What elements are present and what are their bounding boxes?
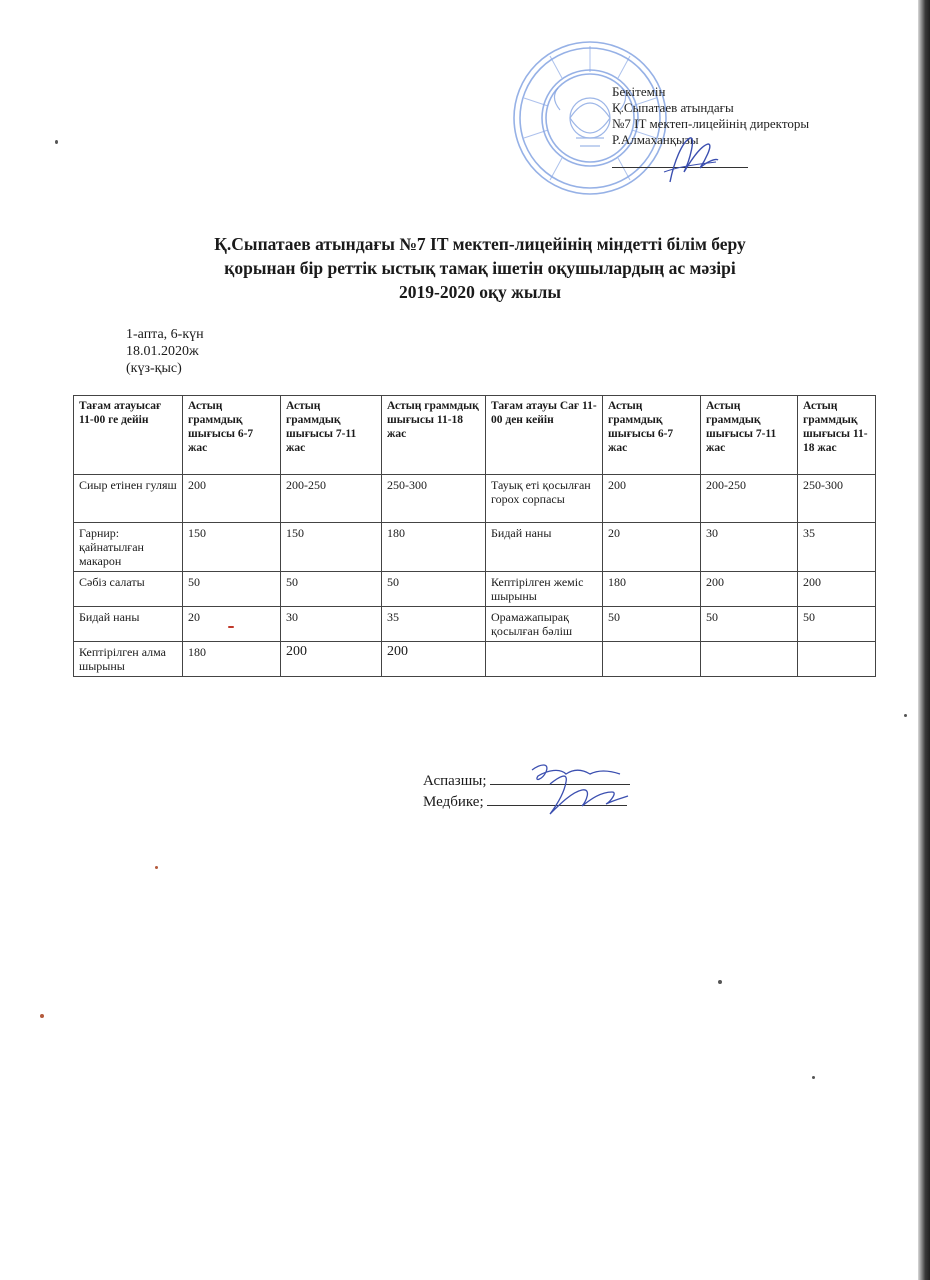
table-cell: 200-250 <box>281 475 382 523</box>
table-cell <box>798 642 876 677</box>
table-cell <box>486 642 603 677</box>
scan-speck <box>40 1014 44 1018</box>
table-cell: 200 <box>183 475 281 523</box>
table-cell: 250-300 <box>798 475 876 523</box>
table-cell: 50 <box>382 572 486 607</box>
scan-page-edge <box>918 0 930 1280</box>
table-row <box>74 572 876 607</box>
table-header-row <box>74 396 876 475</box>
header-cell: Астың граммдық шығысы 11-18 жас <box>798 396 876 475</box>
cook-label: Аспазшы; <box>423 773 487 789</box>
nurse-label: Медбике; <box>423 794 484 810</box>
table-cell: 250-300 <box>382 475 486 523</box>
title-line-3: 2019-2020 оқу жылы <box>399 282 561 302</box>
menu-table <box>73 395 876 677</box>
table-cell: 50 <box>281 572 382 607</box>
table-cell: 50 <box>603 607 701 642</box>
director-signature <box>660 132 720 187</box>
table-cell: Бидай наны <box>486 523 603 572</box>
table-cell: Кептірілген алма шырыны <box>74 642 183 677</box>
table-cell: Тауық еті қосылған горох сорпасы <box>486 475 603 523</box>
title-line-1: Қ.Сыпатаев атындағы №7 IT мектеп-лицейінің міндетті білім беру <box>214 234 746 254</box>
table-cell: 50 <box>798 607 876 642</box>
table-cell: 180 <box>183 642 281 677</box>
table-cell: 30 <box>701 523 798 572</box>
table-cell: 180 <box>382 523 486 572</box>
season: (күз-қыс) <box>126 361 182 376</box>
table-cell: Кептірілген жеміс шырыны <box>486 572 603 607</box>
week-day: 1-апта, 6-күн <box>126 327 204 342</box>
table-cell: 20 <box>183 607 281 642</box>
table-cell: Сәбіз салаты <box>74 572 183 607</box>
scan-speck <box>718 980 722 984</box>
header-cell: Тағам атауы Сағ 11-00 ден кейін <box>486 396 603 475</box>
table-row <box>74 642 876 677</box>
scan-speck <box>228 626 234 628</box>
table-row <box>74 523 876 572</box>
approval-line: Қ.Сыпатаев атындағы <box>612 100 734 115</box>
table-cell: Сиыр етінен гуляш <box>74 475 183 523</box>
menu-meta <box>126 326 204 377</box>
header-cell: Астың граммдық шығысы 7-11 жас <box>281 396 382 475</box>
table-cell: 200-250 <box>701 475 798 523</box>
table-cell: 35 <box>798 523 876 572</box>
header-cell: Тағам атауысағ 11-00 ге дейін <box>74 396 183 475</box>
table-cell: 50 <box>183 572 281 607</box>
table-cell: Гарнир: қайнатылған макарон <box>74 523 183 572</box>
table-cell: 20 <box>603 523 701 572</box>
scan-speck <box>812 1076 815 1079</box>
menu-date: 18.01.2020ж <box>126 344 199 359</box>
table-cell: 200 <box>281 642 382 677</box>
staff-handwritten-signatures <box>520 758 630 820</box>
table-cell: 200 <box>701 572 798 607</box>
table-cell: 200 <box>798 572 876 607</box>
table-row <box>74 475 876 523</box>
document-title <box>90 232 870 304</box>
table-cell: 35 <box>382 607 486 642</box>
approval-line: №7 IT мектеп-лицейінің директоры <box>612 116 810 131</box>
header-cell: Астың граммдық шығысы 6-7 жас <box>603 396 701 475</box>
table-cell: 150 <box>183 523 281 572</box>
scan-speck <box>155 866 158 869</box>
table-cell <box>701 642 798 677</box>
scan-speck <box>904 714 907 717</box>
approval-line: Бекітемін <box>612 84 666 99</box>
table-cell: 150 <box>281 523 382 572</box>
table-cell: 200 <box>382 642 486 677</box>
header-cell: Астың граммдық шығысы 11-18 жас <box>382 396 486 475</box>
table-cell <box>603 642 701 677</box>
table-cell: 50 <box>701 607 798 642</box>
table-cell: Бидай наны <box>74 607 183 642</box>
table-cell: 200 <box>603 475 701 523</box>
table-cell: 180 <box>603 572 701 607</box>
table-cell: Орамажапырақ қосылған бәліш <box>486 607 603 642</box>
header-cell: Астың граммдық шығысы 6-7 жас <box>183 396 281 475</box>
header-cell: Астың граммдық шығысы 7-11 жас <box>701 396 798 475</box>
approval-line: Р.Алмаханқызы <box>612 132 699 147</box>
table-row <box>74 607 876 642</box>
title-line-2: қорынан бір реттік ыстық тамақ ішетін оқушылардың ас мәзірі <box>224 258 736 278</box>
scan-speck <box>55 140 58 144</box>
table-cell: 30 <box>281 607 382 642</box>
